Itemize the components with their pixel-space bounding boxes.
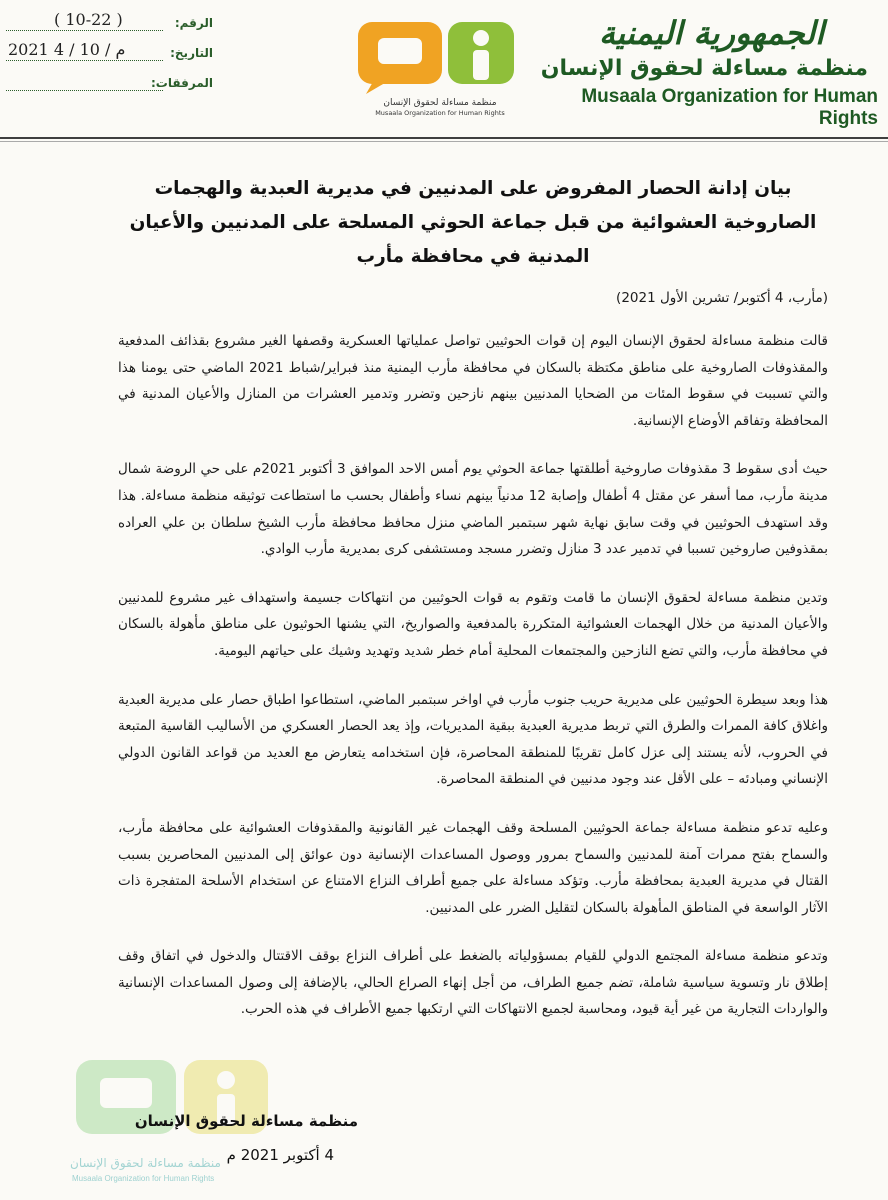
header-divider: [0, 137, 888, 139]
republic-name: الجمهورية اليمنية: [599, 14, 824, 52]
paragraph: هذا وبعد سيطرة الحوثيين على مديرية حريب جنوب مأرب في اواخر سبتمبر الماضي، استطاعوا اطباق حصار على مديرية العبدية واغلاق كافة الممرات والطرق التي تربط مديرية العبدية ببقية المديريات، وإذ يعد الحصار العسكري من الأساليب القاسية المتبعة في الحروب، لأنه يستند إلى عزل كامل تقريبًا للمنطقة المحاصرة، فإن استخدامه يتعارض مع العديد من قواعد القانون الدولي الإنساني ومبادئه – على الأقل عند وجود مدنيين في المنطقة المحاصرة.: [118, 691, 828, 788]
reference-date-row: [6, 40, 221, 70]
stamp-logo-icon: [74, 1056, 274, 1146]
statement-paragraphs: [118, 328, 828, 1023]
reference-attachments-row: [6, 70, 221, 100]
signature-date: 4 أكتوبر 2021 م: [226, 1146, 334, 1164]
signature-block: [68, 1050, 368, 1190]
statement-title: بيان إدانة الحصار المفروض على المدنيين في مديرية العبدية والهجمات الصاروخية العشوائية من قبل جماعة الحوثي المسلحة على المدنيين والأعيان المدنية في محافظة مأرب: [129, 178, 817, 267]
organization-name-en: Musaala Organization for Human Rights: [581, 86, 878, 129]
logo-mark: [356, 14, 516, 94]
organization-heading: [538, 14, 878, 130]
reference-attachments-label: المرفقات:: [151, 76, 213, 90]
reference-number-value: ( 10-22 ): [54, 10, 123, 29]
logo-caption-en: Musaala Organization for Human Rights: [375, 109, 505, 117]
statement-dateline: (مأرب، 4 أكتوبر/ تشرين الأول 2021): [616, 290, 828, 306]
paragraph: وعليه تدعو منظمة مساءلة جماعة الحوثيين المسلحة وقف الهجمات غير القانونية والمقذوفات العشوائية على محافظة مأرب، والسماح بفتح ممرات آمنة للمدنيين والسماح بمرور ووصول المساعدات الإنسانية دون عوائق إلى المدنيين المحاصرين بسبب القتال في مديرية العبدية بمحافظة مأرب. وتؤكد مساءلة على جميع أطراف النزاع الامتناع عن استخدام الأسلحة المتفجرة ذات الآثار الواسعة في المناطق المأهولة بالسكان لتقليل الضرر على المدنيين.: [118, 819, 828, 916]
stamp-caption-ar: منظمة مساءلة لحقوق الإنسان: [70, 1156, 221, 1170]
reference-date-label: التاريخ:: [170, 46, 213, 60]
organization-name-ar: منظمة مساءلة لحقوق الإنسان: [540, 56, 868, 81]
reference-number-label: الرقم:: [174, 16, 213, 30]
header-divider-thin: [0, 141, 888, 142]
paragraph: قالت منظمة مساءلة لحقوق الإنسان اليوم إن قوات الحوثيين تواصل عملياتها العسكرية وقصفها الغير مشروع بقذائف المدفعية والمقذوفات الصاروخية على مناطق مكتظة بالسكان في محافظة مأرب اليمنية منذ فبراير/شباط 2021 الماضي حتى يومنا هذا والتي تسببت في سقوط المئات من الضحايا المدنيين بينهم نازحين وتضرر وتدمير العشرات من المنازل والأعيان المدنية في المحافظة وتفاقم الأوضاع الإنسانية.: [118, 333, 828, 429]
reference-number-row: [6, 10, 221, 40]
reference-attachments-line: [6, 90, 163, 91]
signature-organization-name: منظمة مساءلة لحقوق الإنسان: [134, 1112, 358, 1130]
paragraph: حيث أدى سقوط 3 مقذوفات صاروخية أطلقتها جماعة الحوثي يوم أمس الاحد الموافق 3 أكتوبر 2021م على حي الروضة شمال مدينة مأرب، مما أسفر عن مقتل 4 أطفال وإصابة 12 مدنياً بينهم نساء وأطفال بحسب ما استطاعت توثيقه منظمة مساءلة. هذا وقد استهدف الحوثيين في وقت سابق نهاية شهر سبتمبر الماضي منزل محافظ محافظة مأرب الشيخ سلطان بن علي العراده بمقذوفين صاروخين تسببا في تدمير عدد 3 منازل وتضرر مسجد ومستشفى كرى بمديرية مأرب الوادي.: [118, 461, 829, 558]
statement-body: [118, 172, 828, 1023]
organization-logo: [356, 14, 524, 117]
logo-caption-ar: منظمة مساءلة لحقوق الإنسان: [383, 98, 497, 108]
letterhead: [0, 0, 888, 142]
paragraph: وتدعو منظمة مساءلة المجتمع الدولي للقيام بمسؤولياته بالضغط على أطراف النزاع بوقف الاقتتال والدخول في اتفاق وقف إطلاق نار وتسوية سياسية شاملة، تضم جميع الطراف، من أجل إنهاء الصراع الحالي، بالإضافة إلى وصول المساعدات الإنسانية والواردات التجارية من غير أية قيود، ومحاسبة لجميع الانتهاكات التي ارتكبها جميع الأطراف في هذه الحرب.: [118, 948, 828, 1018]
paragraph: وتدين منظمة مساءلة لحقوق الإنسان ما قامت وتقوم به قوات الحوثيين من انتهاكات جسيمة واستهداف غير مشروع للمدنيين والأعيان المدنية من خلال الهجمات العشوائية المتكررة بالمدفعية والصواريخ، التي يشنها الحوثيون على مناطق مأهولة بالسكان في محافظة مأرب، والتي تضع النازحين والمجتمعات المحلية أمام خطر شديد وتهديد وشيك على حياتهم اليومية.: [118, 589, 828, 659]
reference-block: [6, 10, 221, 100]
reference-number-line: [6, 30, 163, 31]
reference-date-value: 2021 م / 10 / 4: [8, 40, 126, 59]
speech-bubble-person-icon: [356, 14, 516, 94]
stamp-caption-en: Musaala Organization for Human Rights: [72, 1174, 215, 1183]
reference-date-line: [6, 60, 163, 61]
